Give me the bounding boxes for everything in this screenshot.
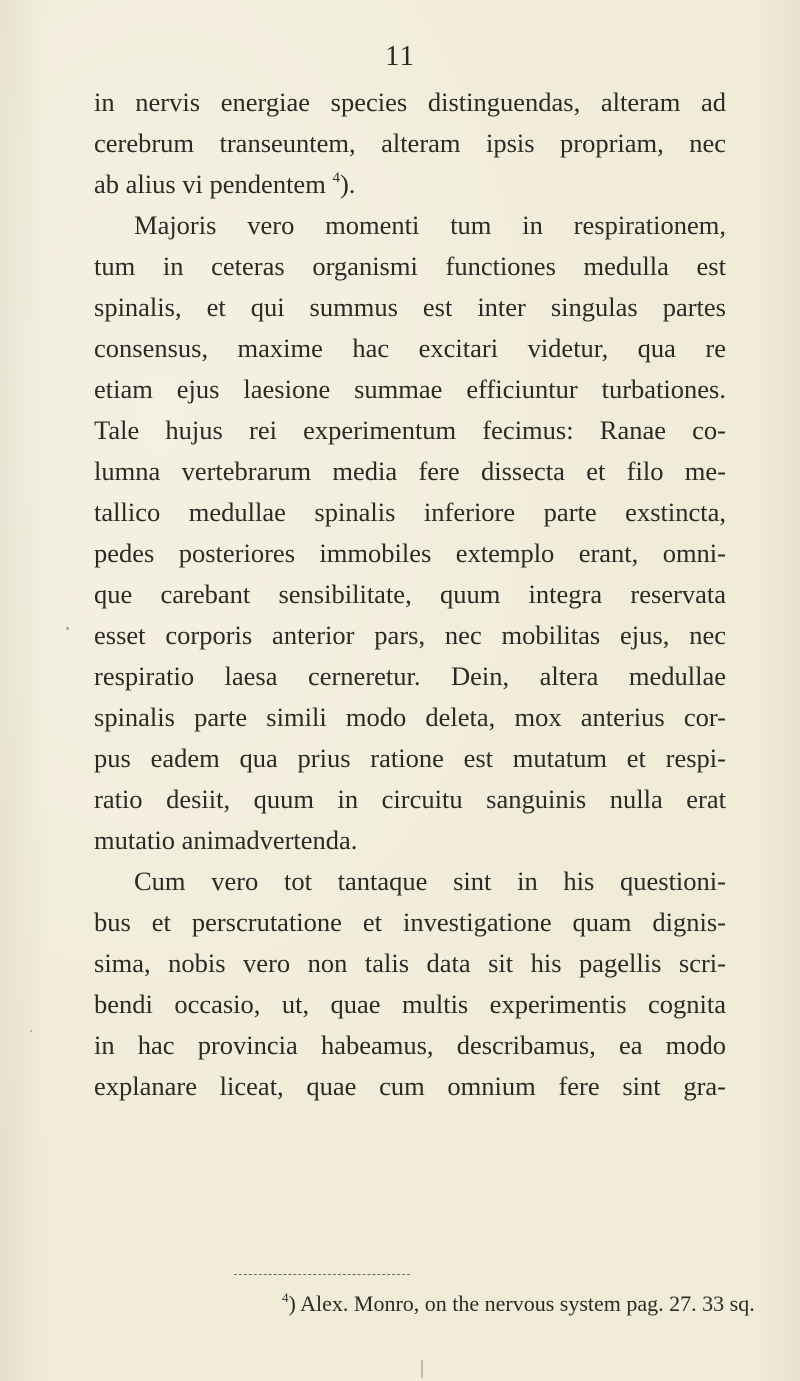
footnote [282, 1291, 755, 1317]
text-line-11: tallico medullae spinalis inferiore parte exstincta, [94, 497, 726, 527]
text-line-20: Cum vero tot tantaque sint in his questioni- [134, 866, 726, 896]
footnote-marker-close: ) [288, 1291, 296, 1316]
text-line-10: lumna vertebrarum media fere dissecta et filo me- [94, 456, 726, 486]
footnote-reference-close: ). [339, 169, 356, 199]
text-line-4: Majoris vero momenti tum in respirationem, [134, 210, 726, 240]
paper-speck [421, 1360, 423, 1378]
text-line-22: sima, nobis vero non talis data sit his pagellis scri- [94, 948, 726, 978]
footnote-text: Alex. Monro, on the nervous system pag. 27. 33 sq. [300, 1291, 755, 1316]
text-line-6: spinalis, et qui summus est inter singulas partes [94, 292, 726, 322]
page-number: 11 [385, 40, 415, 72]
text-line-18: ratio desiit, quum in circuitu sanguinis nulla erat [94, 784, 726, 814]
text-line-14: esset corporis anterior pars, nec mobilitas ejus, nec [94, 620, 726, 650]
body-text [94, 82, 726, 1107]
text-line-19: mutatio animadvertenda. [94, 825, 358, 855]
text-line-5: tum in ceteras organismi functiones medulla est [94, 251, 726, 281]
text-line-7: consensus, maxime hac excitari videtur, qua re [94, 333, 726, 363]
text-line-1: in nervis energiae species distinguendas, alteram ad [94, 87, 726, 117]
text-line-16: spinalis parte simili modo deleta, mox anterius cor- [94, 702, 726, 732]
text-line-23: bendi occasio, ut, quae multis experimentis cognita [94, 989, 726, 1019]
paper-speck [30, 1030, 32, 1032]
footnote-marker: 4 [282, 1290, 289, 1305]
text-line-8: etiam ejus laesione summae efficiuntur turbationes. [94, 374, 726, 404]
footnote-reference: 4 [332, 170, 340, 186]
text-line-3 [94, 164, 726, 205]
text-line-15: respiratio laesa cerneretur. Dein, altera medullae [94, 661, 726, 691]
text-line-17: pus eadem qua prius ratione est mutatum et respi- [94, 743, 726, 773]
paper-speck [66, 627, 69, 630]
text-line-3-content: ab alius vi pendentem [94, 169, 326, 199]
text-line-24: in hac provincia habeamus, describamus, ea modo [94, 1030, 726, 1060]
text-line-2: cerebrum transeuntem, alteram ipsis propriam, nec [94, 128, 726, 158]
text-line-25: explanare liceat, quae cum omnium fere sint gra- [94, 1071, 726, 1101]
text-line-13: que carebant sensibilitate, quum integra reservata [94, 579, 726, 609]
text-line-21: bus et perscrutatione et investigatione quam dignis- [94, 907, 726, 937]
text-line-12: pedes posteriores immobiles extemplo erant, omni- [94, 538, 726, 568]
text-line-9: Tale hujus rei experimentum fecimus: Ranae co- [94, 415, 726, 445]
footnote-divider [234, 1274, 410, 1275]
